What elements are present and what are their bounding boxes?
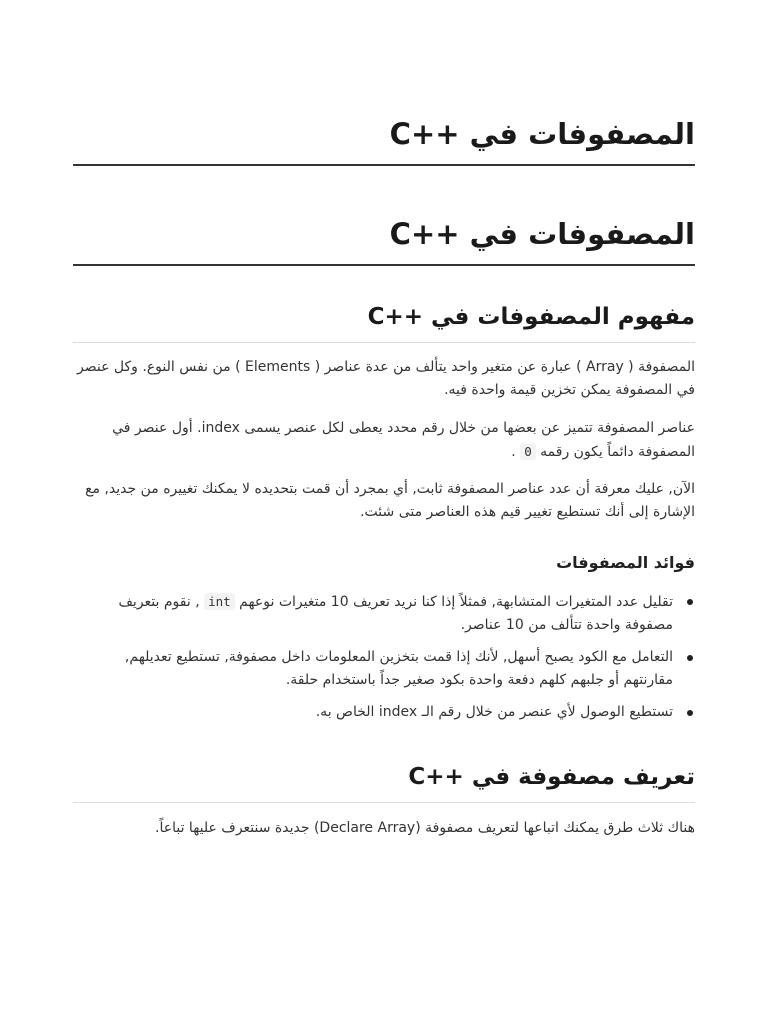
paragraph-index xyxy=(73,417,695,464)
article-content xyxy=(73,0,695,840)
bullet-icon xyxy=(687,710,693,716)
paragraph-definition: المصفوفة ( Array ) عبارة عن متغير واحد يتألف من عدة عناصر ( Elements ) من نفس النوع. وكل عنصر في المصفوفة يمكن تخزين قيمة واحدة فيه. xyxy=(77,359,695,398)
subsection-heading-benefits: فوائد المصفوفات xyxy=(556,553,695,572)
bullet-icon xyxy=(687,599,693,605)
section-heading-declare: تعريف مصفوفة في ++C xyxy=(73,762,695,803)
list-item-text: تستطيع الوصول لأي عنصر من خلال رقم الـ index الخاص به. xyxy=(315,704,673,720)
bullet-icon xyxy=(687,655,693,661)
benefits-list xyxy=(73,590,695,724)
paragraph-fixed-size: الآن, عليك معرفة أن عدد عناصر المصفوفة ثابت, أي بمجرد أن قمت بتحديده لا يمكنك تغييره من جديد, مع الإشارة إلى أنك تستطيع تغيير قيم هذه العناصر متى شئت. xyxy=(85,481,695,520)
paragraph-index-text: عناصر المصفوفة تتميز عن بعضها من خلال رقم محدد يعطى لكل عنصر يسمى index. أول عنصر في المصفوفة دائماً يكون رقمه xyxy=(112,420,695,460)
list-item xyxy=(73,701,673,724)
list-item xyxy=(73,646,673,692)
section-heading-concept: مفهوم المصفوفات في ++C xyxy=(73,302,695,343)
paragraph-index-end: . xyxy=(511,444,521,460)
paragraph-declare-intro: هناك ثلاث طرق يمكنك اتباعها لتعريف مصفوفة (Declare Array) جديدة سنتعرف عليها تباعاً. xyxy=(155,820,695,836)
inline-code-zero: 0 xyxy=(520,443,536,460)
list-item-text: تقليل عدد المتغيرات المتشابهة, فمثلاً إذا كنا نريد تعريف 10 متغيرات نوعهم xyxy=(234,594,673,610)
article-title: المصفوفات في ++C xyxy=(73,215,695,266)
inline-code-int: int xyxy=(204,593,235,610)
list-item-text: التعامل مع الكود يصبح أسهل, لأنك إذا قمت بتخزين المعلومات داخل مصفوفة, تستطيع تعديلهم, مقارنتهم أو جلبهم كلهم دفعة واحدة بكود صغير جداً باستخدام حلقة. xyxy=(124,649,673,688)
list-item xyxy=(73,590,673,637)
page-title: المصفوفات في ++C xyxy=(73,115,695,166)
list-item-text-end: , نقوم بتعريف مصفوفة واحدة تتألف من 10 عناصر. xyxy=(118,594,673,633)
